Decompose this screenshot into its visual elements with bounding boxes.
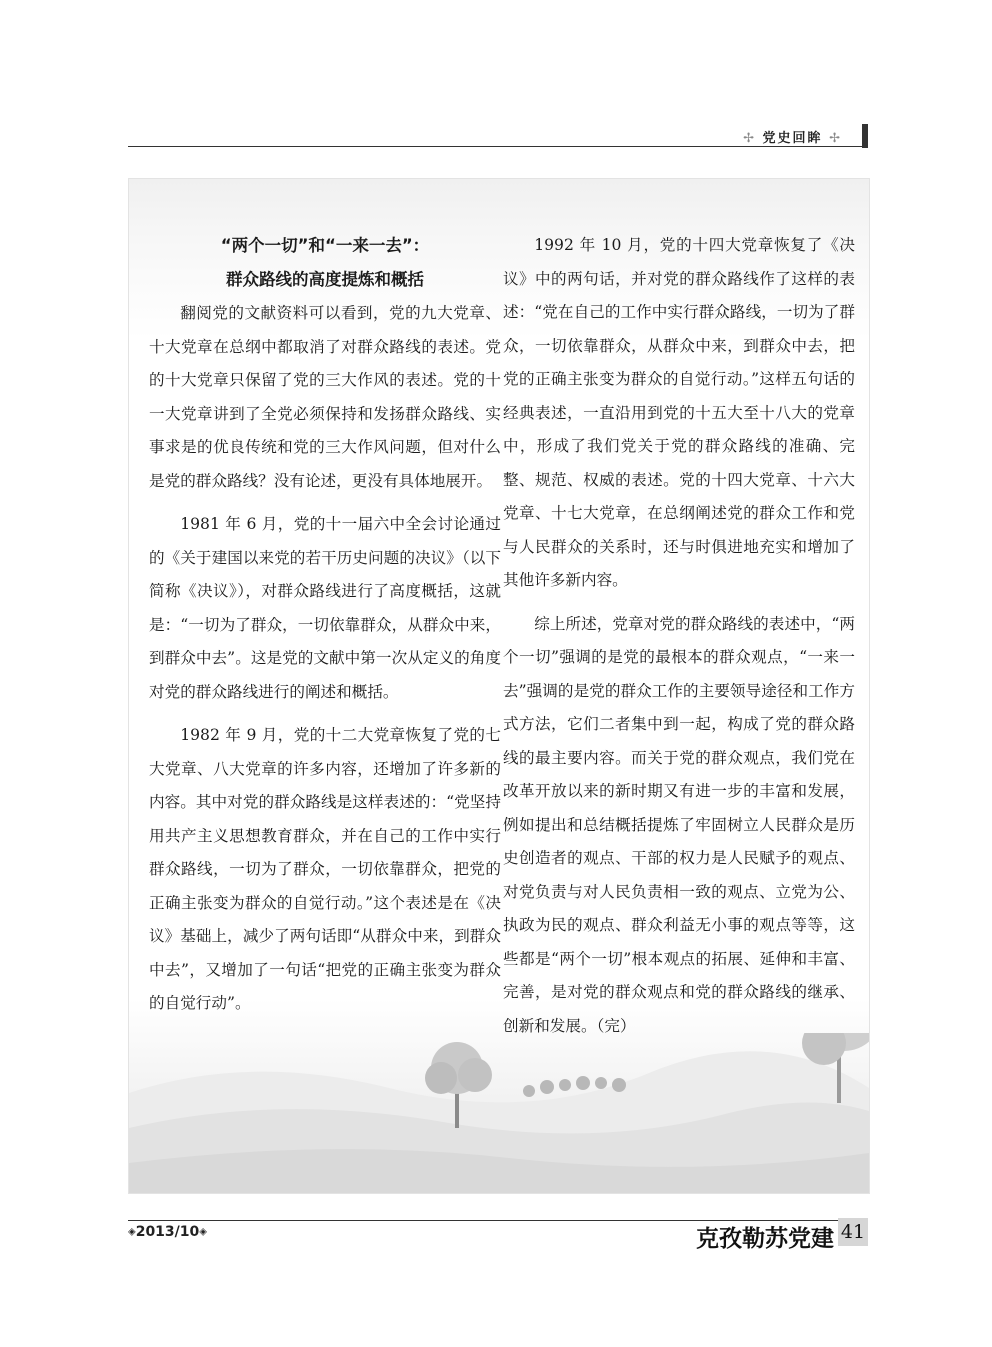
- page-header: [128, 124, 868, 152]
- article-heading-line2: 群众路线的高度提炼和概括: [226, 270, 424, 289]
- header-block-mark: [862, 124, 868, 148]
- diamond-ornament-icon: ◈: [128, 1226, 136, 1238]
- paragraph: 1982 年 9 月，党的十二大党章恢复了党的七大党章、八大党章的许多内容，还增加了许多新的内容。其中对党的群众路线是这样表述的：“党坚持用共产主义思想教育群众，并在自己的工作中实行群众路线，一切为了群众，一切依靠群众，把党的正确主张变为群众的自觉行动。”这个表述是在《决议》基础上，减少了两句话即“从群众中来，到群众中去”，又增加了一句话“把党的正确主张变为群众的自觉行动”。: [149, 726, 501, 1012]
- paragraph: 1981 年 6 月，党的十一届六中全会讨论通过的《关于建国以来党的若干历史问题的决议》（以下简称《决议》），对群众路线进行了高度概括，这就是：“一切为了群众，一切依靠群众，从群众中来，到群众中去”。这是党的文献中第一次从定义的角度对党的群众路线进行的阐述和概括。: [149, 515, 501, 701]
- left-column: [149, 229, 501, 1021]
- paragraph: 1992 年 10 月，党的十四大党章恢复了《决议》中的两句话，并对党的群众路线作了这样的表述：“党在自己的工作中实行群众路线，一切为了群众，一切依靠群众，从群众中来，到群众中去，把党的正确主张变为群众的自觉行动。”这样五句话的经典表述，一直沿用到党的十五大至十八大的党章中，形成了我们党关于党的群众路线的准确、完整、规范、权威的表述。党的十四大党章、十六大党章、十七大党章，在总纲阐述党的群众工作和党与人民群众的关系时，还与时俱进地充实和增加了其他许多新内容。: [503, 236, 855, 589]
- paragraph: 翻阅党的文献资料可以看到，党的九大党章、十大党章在总纲中都取消了对群众路线的表述。党的十大党章只保留了党的三大作风的表述。党的十一大党章讲到了全党必须保持和发扬群众路线、实事求是的优良传统和党的三大作风问题，但对什么是党的群众路线？没有论述，更没有具体地展开。: [149, 304, 501, 490]
- paragraph: 综上所述，党章对党的群众路线的表述中，“两个一切”强调的是党的最根本的群众观点，“一来一去”强调的是党的群众工作的主要领导途径和工作方式方法，它们二者集中到一起，构成了党的群众路线的最主要内容。而关于党的群众观点，我们党在改革开放以来的新时期又有进一步的丰富和发展，例如提出和总结概括提炼了牢固树立人民群众是历史创造者的观点、干部的权力是人民赋予的观点、对党负责与对人民负责相一致的观点、立党为公、执政为民的观点、群众利益无小事的观点等等，这些都是“两个一切”根本观点的拓展、延伸和丰富、完善，是对党的群众观点和党的群众路线的继承、创新和发展。（完）: [503, 614, 855, 1035]
- landscape-illustration: [129, 1033, 869, 1193]
- header-rule: [128, 146, 868, 147]
- issue-text: 2013/10: [135, 1224, 200, 1240]
- section-label-text: 党史回眸: [762, 131, 823, 146]
- right-column: [503, 229, 855, 1043]
- page-footer: [128, 1218, 868, 1250]
- article-panel: [128, 178, 870, 1194]
- page-number: 41: [838, 1218, 868, 1246]
- magazine-title: 克孜勒苏党建: [696, 1225, 834, 1252]
- issue-date: [128, 1224, 207, 1240]
- article-heading-line1: “两个一切”和“一来一去”：: [220, 236, 430, 255]
- ornament-icon: ✢: [829, 131, 842, 146]
- diamond-ornament-icon: ◈: [199, 1226, 207, 1238]
- section-label: [739, 127, 846, 146]
- ornament-icon: ✢: [743, 131, 757, 146]
